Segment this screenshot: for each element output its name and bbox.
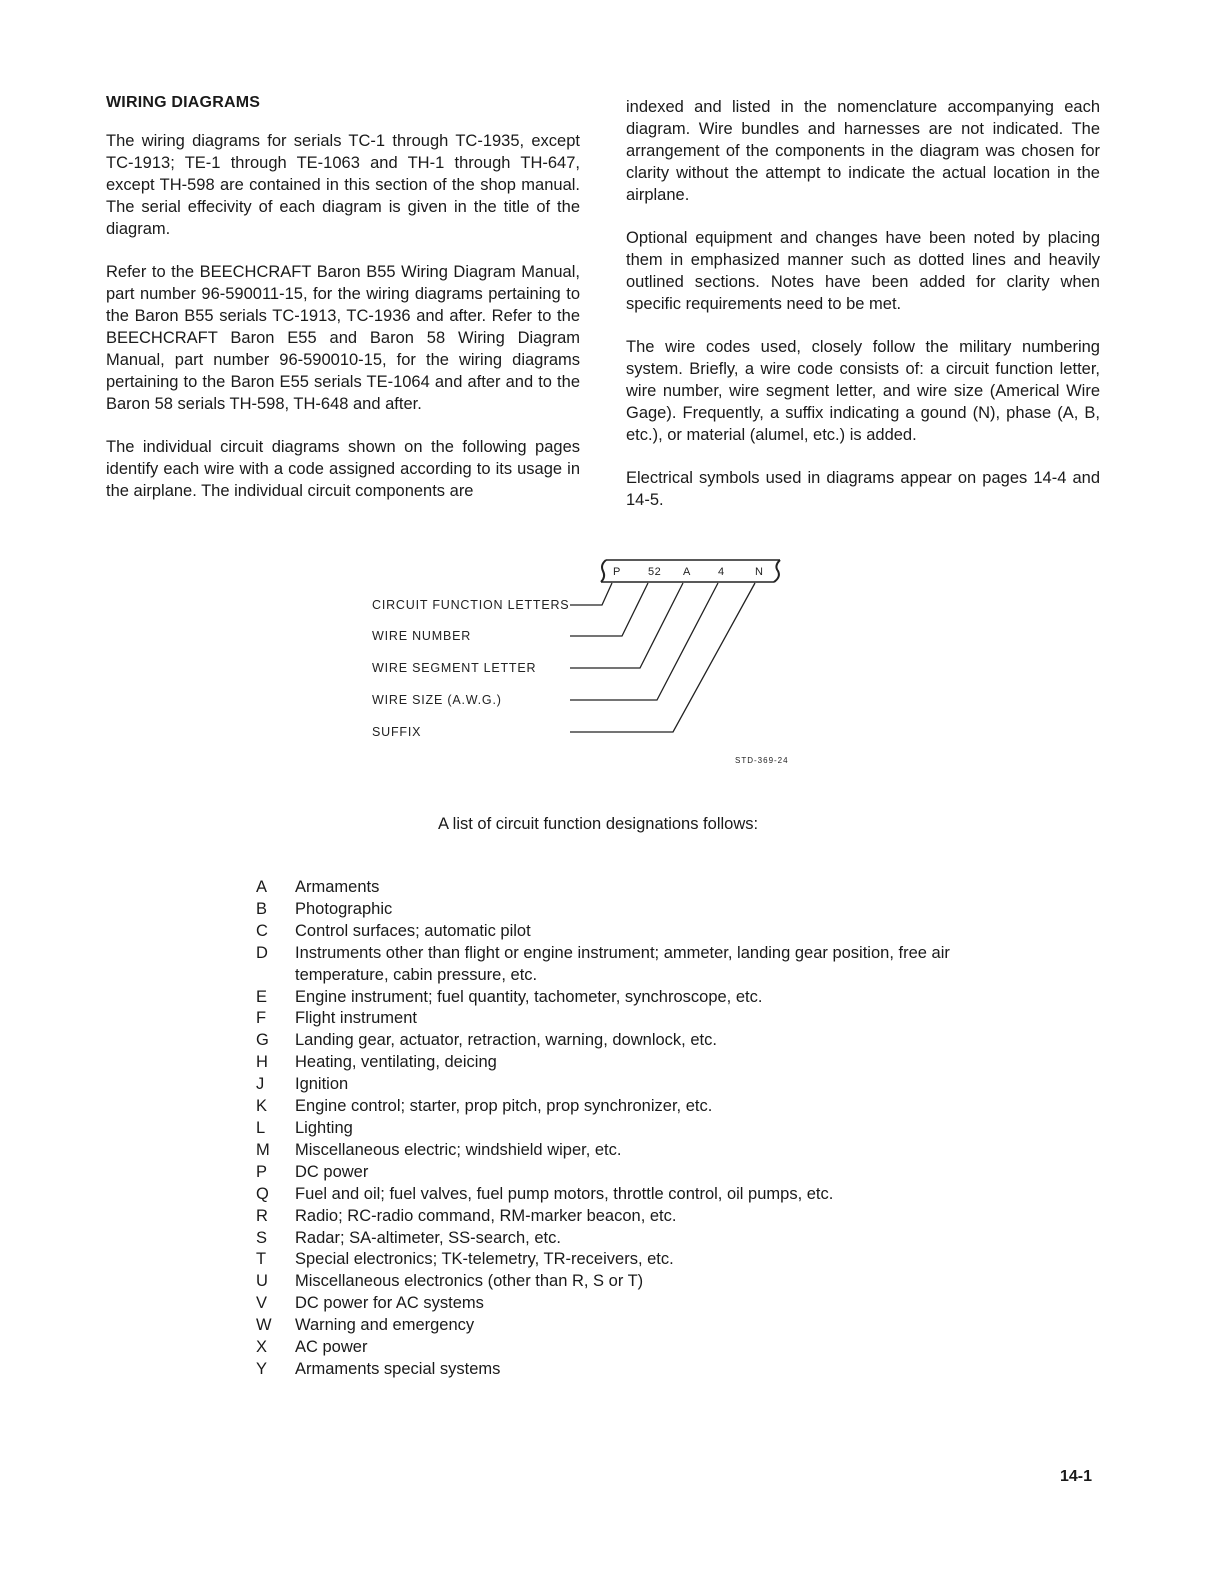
code-part-size: 4: [718, 566, 725, 578]
bracket-right: [774, 560, 780, 582]
designation-text: Miscellaneous electric; windshield wiper, etc.: [295, 1140, 622, 1159]
designation-text: Armaments: [295, 878, 380, 896]
designation-letter: J: [256, 1075, 265, 1094]
designation-letter: B: [256, 899, 268, 918]
designation-text: Armaments special systems: [295, 1359, 501, 1378]
designation-text: Radio; RC-radio command, RM-marker beacon, etc.: [295, 1206, 677, 1225]
designation-letter: M: [256, 1140, 270, 1159]
designation-letter: Q: [256, 1184, 269, 1203]
designation-text: DC power: [295, 1162, 369, 1181]
designation-letter: E: [256, 987, 268, 1006]
designations-list: [256, 877, 996, 1381]
list-item: [256, 1249, 996, 1271]
list-item: [256, 1052, 996, 1074]
paragraph: The wire codes used, closely follow the military numbering system. Briefly, a wire code consists of: a circuit function letter, wire number, wire segment letter, and wire size (Americal Wire Gage). Frequently, a suffix indicating a gound (N), phase (A, B, etc.), or material (alumel, etc.) is added.: [626, 338, 1100, 444]
list-item: [256, 1359, 996, 1381]
list-item: [256, 1140, 996, 1162]
designation-text: Lighting: [295, 1118, 353, 1137]
designation-letter: H: [256, 1053, 268, 1072]
list-item: [256, 1206, 996, 1228]
designation-text: Engine instrument; fuel quantity, tachometer, synchroscope, etc.: [295, 987, 763, 1006]
designation-letter: C: [256, 921, 268, 940]
figure-id: STD-369-24: [735, 756, 789, 765]
right-column: [626, 96, 1100, 532]
designation-text: Ignition: [295, 1075, 349, 1094]
designation-letter: F: [256, 1009, 267, 1028]
list-item: [256, 987, 996, 1009]
list-item: [256, 1184, 996, 1206]
code-part-segment: A: [683, 566, 691, 578]
designation-letter: K: [256, 1097, 268, 1116]
designation-text: Flight instrument: [295, 1009, 417, 1028]
list-item: [256, 1008, 996, 1030]
designation-text: Heating, ventilating, deicing: [295, 1053, 497, 1072]
paragraph: indexed and listed in the nomenclature accompanying each diagram. Wire bundles and harnesses are not indicated. The arrangement of the components in the diagram was chosen for clarity without the attempt to indicate the actual location in the airplane.: [626, 98, 1100, 204]
designation-letter: D: [256, 943, 268, 962]
wire-code-svg: [360, 555, 830, 775]
code-part-suffix: N: [755, 566, 764, 578]
list-item: [256, 1030, 996, 1052]
list-item: [256, 921, 996, 943]
designation-text: Warning and emergency: [295, 1316, 475, 1335]
designation-text: Special electronics; TK-telemetry, TR-receivers, etc.: [295, 1250, 674, 1269]
designation-letter: V: [256, 1294, 268, 1313]
designation-text: Control surfaces; automatic pilot: [295, 921, 531, 940]
designation-text: Landing gear, actuator, retraction, warning, downlock, etc.: [295, 1031, 717, 1050]
designation-text: Engine control; starter, prop pitch, prop synchronizer, etc.: [295, 1097, 713, 1116]
designation-text: Instruments other than flight or engine instrument; ammeter, landing gear position, free air temperature, cabin pressure, etc.: [295, 943, 950, 984]
label-circuit-function: CIRCUIT FUNCTION LETTERS: [372, 598, 570, 612]
list-item: [256, 1074, 996, 1096]
designation-text: DC power for AC systems: [295, 1294, 484, 1313]
designation-letter: A: [256, 878, 268, 896]
wire-code-diagram: [360, 555, 830, 775]
left-column: [106, 92, 580, 523]
bracket-left: [601, 560, 606, 582]
label-wire-segment: WIRE SEGMENT LETTER: [372, 661, 537, 675]
designation-text: Miscellaneous electronics (other than R, S or T): [295, 1272, 644, 1291]
list-item: [256, 1293, 996, 1315]
paragraph: The individual circuit diagrams shown on the following pages identify each wire with a code assigned according to its usage in the airplane. The individual circuit components are: [106, 438, 580, 500]
list-item: [256, 1315, 996, 1337]
designation-text: Fuel and oil; fuel valves, fuel pump motors, throttle control, oil pumps, etc.: [295, 1184, 834, 1203]
list-item: [256, 899, 996, 921]
designation-letter: U: [256, 1272, 268, 1291]
list-item: [256, 1228, 996, 1250]
designation-letter: L: [256, 1118, 266, 1137]
list-item: [256, 1096, 996, 1118]
designation-letter: G: [256, 1031, 269, 1050]
paragraph: Refer to the BEECHCRAFT Baron B55 Wiring Diagram Manual, part number 96-590011-15, for the wiring diagrams pertaining to the Baron B55 serials TC-1913, TC-1936 and after. Refer to the BEECHCRAFT Baron E55 and Baron 58 Wiring Diagram Manual, part number 96-590010-15, for the wiring diagrams pertaining to the Baron E55 serials TE-1064 and after and to the Baron 58 serials TH-598, TH-648 and after.: [106, 263, 580, 413]
section-heading: WIRING DIAGRAMS: [106, 94, 261, 111]
paragraph: The wiring diagrams for serials TC-1 through TC-1935, except TC-1913; TE-1 through TE-1063 and TH-1 through TH-647, except TH-598 are contained in this section of the shop manual. The serial effecivity of each diagram is given in the title of the diagram.: [106, 132, 580, 238]
label-suffix: SUFFIX: [372, 725, 422, 739]
label-wire-number: WIRE NUMBER: [372, 629, 472, 643]
paragraph: Optional equipment and changes have been noted by placing them in emphasized manner such as dotted lines and heavily outlined sections. Notes have been added for clarity when specific requirements need to be met.: [626, 229, 1100, 313]
list-item: [256, 1337, 996, 1359]
designation-letter: P: [256, 1162, 268, 1181]
designation-letter: S: [256, 1228, 268, 1247]
leader-circuit-function: [570, 583, 612, 605]
designations-intro: A list of circuit function designations follows:: [438, 815, 759, 833]
page-number: 14-1: [1060, 1468, 1093, 1485]
list-item: [256, 943, 996, 987]
list-item: [256, 1118, 996, 1140]
designation-text: Radar; SA-altimeter, SS-search, etc.: [295, 1228, 561, 1247]
designation-letter: R: [256, 1206, 268, 1225]
paragraph: Electrical symbols used in diagrams appear on pages 14-4 and 14-5.: [626, 469, 1100, 509]
leader-wire-size: [570, 583, 718, 700]
label-wire-size: WIRE SIZE (A.W.G.): [372, 693, 502, 707]
list-item: [256, 1162, 996, 1184]
designation-letter: T: [256, 1250, 267, 1269]
code-part-function: P: [613, 566, 621, 578]
code-part-number: 52: [648, 566, 662, 578]
list-item: [256, 877, 996, 899]
designation-letter: Y: [256, 1359, 268, 1378]
list-item: [256, 1271, 996, 1293]
designation-letter: X: [256, 1338, 268, 1357]
designation-text: AC power: [295, 1338, 368, 1357]
designation-letter: W: [256, 1316, 272, 1335]
designation-text: Photographic: [295, 899, 393, 918]
